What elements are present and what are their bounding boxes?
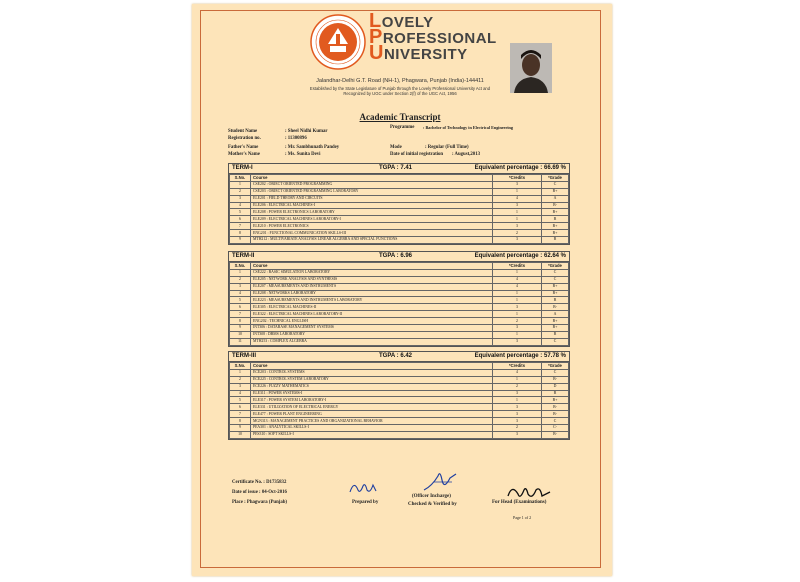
cell-credits: 1: [493, 311, 542, 318]
cell-course: CSE202 : OBJECT ORIENTED PROGRAMMING: [251, 181, 493, 188]
cell-sno: 5: [230, 397, 251, 404]
cell-course: ECE226 : FUZZY MATHEMATICS: [251, 383, 493, 390]
cell-sno: 9: [230, 425, 251, 432]
column-header-grade: *Grade: [542, 175, 569, 182]
cell-grade: B-: [542, 376, 569, 383]
cell-sno: 1: [230, 369, 251, 376]
table-row: [230, 181, 569, 188]
cell-sno: 8: [230, 418, 251, 425]
cell-grade: A: [542, 311, 569, 318]
cell-grade: B: [542, 331, 569, 338]
cell-course: PES310 : SOFT SKILLS-I: [251, 431, 493, 438]
term-2-table: [228, 251, 570, 347]
term-1-courses: [229, 174, 569, 244]
name-line-3-rest: NIVERSITY: [383, 46, 468, 63]
table-row: [230, 376, 569, 383]
table-row: [230, 325, 569, 332]
table-row: [230, 397, 569, 404]
cell-course: CSE222 : BASIC SIMULATION LABORATORY: [251, 269, 493, 276]
cell-sno: 2: [230, 276, 251, 283]
cell-credits: 4: [493, 276, 542, 283]
cell-credits: 3: [493, 304, 542, 311]
cell-grade: C: [542, 338, 569, 345]
column-header-course: Course: [251, 363, 493, 370]
cell-sno: 3: [230, 195, 251, 202]
table-row: [230, 431, 569, 438]
table-row: [230, 276, 569, 283]
certificate-number: Certificate No. : D1735832: [232, 480, 287, 485]
column-header-row: [230, 363, 569, 370]
cell-sno: 2: [230, 188, 251, 195]
cell-course: MTH212 : MULTIVARIATE ANALYSIS LINEAR ALGEBRA AND SPECIAL FUNCTIONS: [251, 237, 493, 244]
term-3-table: [228, 351, 570, 440]
prepared-by-label: Prepared by: [352, 500, 379, 505]
column-header-credits: *Credits: [493, 363, 542, 370]
cell-course: ENG202 : TECHNICAL ENGLISH: [251, 318, 493, 325]
cell-grade: C: [542, 181, 569, 188]
cell-credits: 3: [493, 404, 542, 411]
registration-label: Registration no.: [228, 136, 261, 141]
table-row: [230, 418, 569, 425]
cell-credits: 1: [493, 216, 542, 223]
cell-credits: 1: [493, 290, 542, 297]
term-1-header: [229, 164, 569, 174]
cell-sno: 10: [230, 431, 251, 438]
cell-grade: B-: [542, 411, 569, 418]
column-header-sno: S.No.: [230, 363, 251, 370]
column-header-sno: S.No.: [230, 175, 251, 182]
cell-course: ELE208 : POWER ELECTRONICS LABORATORY: [251, 209, 493, 216]
table-row: [230, 283, 569, 290]
cell-credits: 1: [493, 209, 542, 216]
cell-credits: 3: [493, 411, 542, 418]
place: Place : Phagwara (Punjab): [232, 500, 288, 505]
establishment-note: Established by the State Legislature of Punjab through the Lovely Professional University Act and Recognized by UGC under Section 2(f) of the UGC Act, 1956: [309, 86, 491, 96]
cell-grade: B-: [542, 304, 569, 311]
cell-course: MGN313 : MANAGEMENT PRACTICES AND ORGANIZATIONAL BEHAVIOR: [251, 418, 493, 425]
cell-grade: C: [542, 418, 569, 425]
cell-course: ELE209 : ELECTRICAL MACHINES LABORATORY-I: [251, 216, 493, 223]
column-header-row: [230, 263, 569, 270]
cell-sno: 7: [230, 223, 251, 230]
cell-course: ELE331 : UTILIZATION OF ELECTRICAL ENERGY: [251, 404, 493, 411]
cell-course: ELE205 : NETWORK ANALYSIS AND SYNTHESIS: [251, 276, 493, 283]
cell-grade: B+: [542, 188, 569, 195]
cell-credits: 1: [493, 269, 542, 276]
table-row: [230, 318, 569, 325]
cell-sno: 8: [230, 318, 251, 325]
cell-sno: 6: [230, 304, 251, 311]
cell-credits: 1: [493, 297, 542, 304]
cell-grade: B+: [542, 223, 569, 230]
cell-sno: 10: [230, 331, 251, 338]
student-photo: [510, 43, 552, 93]
cell-sno: 4: [230, 390, 251, 397]
term-1-table: [228, 163, 570, 245]
term-3-header: [229, 352, 569, 362]
cell-course: INT306 : DATABASE MANAGEMENT SYSTEMS: [251, 325, 493, 332]
cell-sno: 5: [230, 297, 251, 304]
name-line-1: LOVELY: [369, 10, 434, 32]
date-of-issue: Date of issue : 04-Oct-2016: [232, 490, 287, 495]
cell-sno: 6: [230, 216, 251, 223]
term-1-percentage: Equivalent percentage : 66.69 %: [474, 165, 566, 171]
cell-grade: B+: [542, 209, 569, 216]
mother-name-label: Mother's Name: [228, 152, 260, 157]
term-2-courses: [229, 262, 569, 346]
table-row: [230, 216, 569, 223]
cell-grade: C: [542, 276, 569, 283]
address: Jalandhar-Delhi G.T. Road (NH-1), Phagwara, Punjab (India)-144411: [316, 78, 484, 84]
cell-course: ELE210 : POWER ELECTRONICS: [251, 223, 493, 230]
cell-course: PEA301 : ANALYTICAL SKILLS-I: [251, 425, 493, 432]
cell-sno: 2: [230, 376, 251, 383]
cell-grade: B: [542, 297, 569, 304]
name-line-2: PROFESSIONAL: [369, 26, 497, 48]
cell-credits: 3: [493, 325, 542, 332]
table-row: [230, 297, 569, 304]
cell-credits: 2: [493, 318, 542, 325]
cell-grade: C: [542, 269, 569, 276]
name-line-3: UNIVERSITY: [369, 42, 468, 64]
cell-credits: 1: [493, 188, 542, 195]
cell-course: ELE311 : POWER SYSTEMS-I: [251, 390, 493, 397]
cell-credits: 4: [493, 195, 542, 202]
cell-credits: 1: [493, 376, 542, 383]
table-row: [230, 188, 569, 195]
column-header-sno: S.No.: [230, 263, 251, 270]
cell-course: CSE203 : OBJECT ORIENTED PROGRAMMING LABORATORY: [251, 188, 493, 195]
cell-course: ELE201 : FIELD THEORY AND CIRCUITS: [251, 195, 493, 202]
cell-sno: 3: [230, 383, 251, 390]
cell-course: INT308 : DBMS LABORATORY: [251, 331, 493, 338]
cell-grade: B+: [542, 325, 569, 332]
cell-grade: D: [542, 383, 569, 390]
cell-grade: C-: [542, 425, 569, 432]
mode-value: : Regular (Full Time): [425, 145, 469, 150]
table-row: [230, 195, 569, 202]
term-3-courses: [229, 362, 569, 439]
term-3-tgpa: TGPA : 6.42: [379, 353, 413, 359]
cell-credits: 4: [493, 283, 542, 290]
table-row: [230, 383, 569, 390]
cell-grade: B: [542, 390, 569, 397]
student-name: : Sheel Nidhi Kumar: [285, 129, 328, 134]
cell-sno: 1: [230, 181, 251, 188]
cell-course: ELE207 : MEASUREMENTS AND INSTRUMENTS: [251, 283, 493, 290]
name-line-1-rest: OVELY: [381, 14, 434, 31]
cell-course: ECE203 : CONTROL SYSTEMS: [251, 369, 493, 376]
checked-verified-label: Checked & Verified by: [408, 502, 457, 507]
term-2-percentage: Equivalent percentage : 62.64 %: [474, 253, 566, 259]
table-row: [230, 411, 569, 418]
cell-sno: 6: [230, 404, 251, 411]
cell-grade: B+: [542, 283, 569, 290]
table-row: [230, 230, 569, 237]
cell-course: ELE223 : MEASUREMENTS AND INSTRUMENTS LABORATORY: [251, 297, 493, 304]
cell-credits: 3: [493, 202, 542, 209]
cell-grade: B: [542, 237, 569, 244]
table-row: [230, 338, 569, 345]
column-header-credits: *Credits: [493, 175, 542, 182]
column-header-course: Course: [251, 175, 493, 182]
cell-grade: B+: [542, 290, 569, 297]
term-2-tgpa: TGPA : 6.96: [379, 253, 413, 259]
cell-grade: B+: [542, 318, 569, 325]
programme-label: Programme: [390, 125, 415, 130]
university-address-block: [300, 78, 500, 96]
cell-course: ECE225 : CONTROL SYSTEM LABORATORY: [251, 376, 493, 383]
father-name: : Mr. Sambhunath Pandey: [285, 145, 340, 150]
officer-signature: [420, 468, 460, 496]
column-header-course: Course: [251, 263, 493, 270]
cell-credits: 1: [493, 331, 542, 338]
column-header-row: [230, 175, 569, 182]
registration-number: : 11300896: [285, 136, 307, 141]
preparer-signature: [348, 476, 380, 498]
table-row: [230, 290, 569, 297]
table-row: [230, 269, 569, 276]
table-row: [230, 404, 569, 411]
cell-grade: B+: [542, 230, 569, 237]
cell-credits: 3: [493, 418, 542, 425]
father-name-label: Father's Name: [228, 145, 259, 150]
cell-grade: B-: [542, 404, 569, 411]
cell-credits: 4: [493, 369, 542, 376]
term-3-percentage: Equivalent percentage : 57.78 %: [474, 353, 566, 359]
column-header-grade: *Grade: [542, 263, 569, 270]
cell-credits: 3: [493, 223, 542, 230]
student-name-label: Student Name: [228, 129, 258, 134]
name-line-2-rest: ROFESSIONAL: [382, 30, 497, 47]
cell-credits: 3: [493, 338, 542, 345]
cell-grade: B-: [542, 202, 569, 209]
cell-course: ELE206 : ELECTRICAL MACHINES-I: [251, 202, 493, 209]
cell-sno: 8: [230, 230, 251, 237]
cell-credits: 3: [493, 181, 542, 188]
cell-credits: 3: [493, 237, 542, 244]
mother-name: : Ms. Sunita Devi: [285, 152, 321, 157]
cell-sno: 1: [230, 269, 251, 276]
programme-value: : Bachelor of Technology in Electrical Engineering: [423, 125, 513, 130]
initial-registration-value: : August,2013: [452, 152, 480, 157]
cell-grade: A: [542, 195, 569, 202]
cell-credits: 3: [493, 390, 542, 397]
cell-course: ELE317 : POWER SYSTEM LABORATORY-I: [251, 397, 493, 404]
term-1-tgpa: TGPA : 7.41: [379, 165, 413, 171]
cell-credits: 2: [493, 425, 542, 432]
term-3-name: TERM-III: [232, 353, 256, 359]
cell-course: ELE208 : NETWORKS LABORATORY: [251, 290, 493, 297]
page-number: Page 1 of 2: [513, 515, 532, 520]
cell-credits: 3: [493, 431, 542, 438]
table-row: [230, 425, 569, 432]
cell-sno: 4: [230, 290, 251, 297]
cell-course: ELE477 : POWER PLANT ENGINEERING: [251, 411, 493, 418]
cell-course: MTH253 : COMPLEX ALGEBRA: [251, 338, 493, 345]
cell-credits: 1: [493, 397, 542, 404]
officer-incharge-label: (Officer Incharge): [412, 494, 451, 499]
university-seal-icon: [310, 14, 366, 70]
mode-label: Mode: [390, 145, 402, 150]
cell-sno: 5: [230, 209, 251, 216]
table-row: [230, 209, 569, 216]
cell-credits: 2: [493, 230, 542, 237]
table-row: [230, 304, 569, 311]
cell-grade: B-: [542, 431, 569, 438]
table-row: [230, 311, 569, 318]
initial-registration-label: Date of initial registration: [390, 152, 444, 157]
table-row: [230, 237, 569, 244]
cell-course: ELE322 : ELECTRICAL MACHINES LABORATORY-II: [251, 311, 493, 318]
term-2-name: TERM-II: [232, 253, 255, 259]
table-row: [230, 202, 569, 209]
cell-course: ELE305 : ELECTRICAL MACHINES-II: [251, 304, 493, 311]
cell-sno: 3: [230, 283, 251, 290]
table-row: [230, 369, 569, 376]
cell-sno: 11: [230, 338, 251, 345]
cell-sno: 9: [230, 237, 251, 244]
cell-sno: 7: [230, 411, 251, 418]
column-header-grade: *Grade: [542, 363, 569, 370]
cell-sno: 7: [230, 311, 251, 318]
table-row: [230, 223, 569, 230]
university-name: [369, 10, 497, 64]
cell-grade: C: [542, 369, 569, 376]
column-header-credits: *Credits: [493, 263, 542, 270]
document-title: Academic Transcript: [359, 112, 441, 122]
cell-grade: B+: [542, 397, 569, 404]
cell-sno: 4: [230, 202, 251, 209]
cell-credits: 2: [493, 383, 542, 390]
term-2-header: [229, 252, 569, 262]
table-row: [230, 390, 569, 397]
controller-label: For Head (Examinations): [492, 500, 547, 505]
table-row: [230, 331, 569, 338]
cell-sno: 9: [230, 325, 251, 332]
term-1-name: TERM-I: [232, 165, 253, 171]
cell-course: ENG201 : FUNCTIONAL COMMUNICATION SKILLS-III: [251, 230, 493, 237]
cell-grade: B: [542, 216, 569, 223]
